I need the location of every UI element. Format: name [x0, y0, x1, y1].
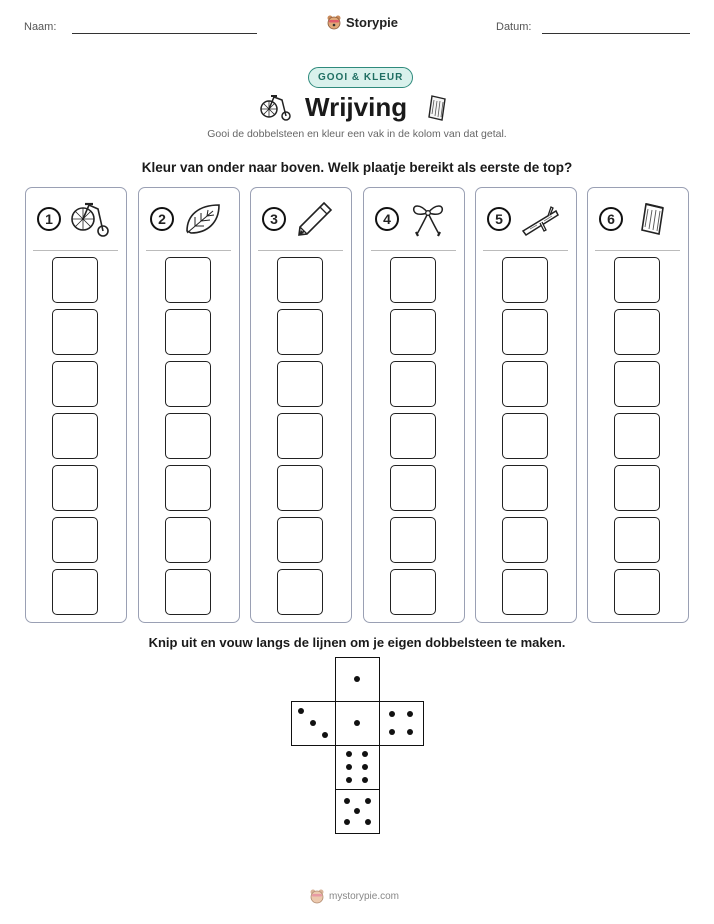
dice-column-6 — [587, 187, 689, 623]
dice-pip — [407, 729, 413, 735]
column-divider — [146, 250, 231, 251]
bicycle-icon — [70, 201, 110, 242]
dice-pip — [354, 676, 360, 682]
stick-icon — [520, 201, 560, 242]
date-label: Datum: — [496, 21, 532, 33]
activity-badge: GOOI & KLEUR — [308, 67, 413, 88]
color-box[interactable] — [165, 257, 211, 303]
color-box[interactable] — [52, 413, 98, 459]
color-box[interactable] — [277, 517, 323, 563]
color-box[interactable] — [390, 465, 436, 511]
color-box[interactable] — [614, 257, 660, 303]
dice-column-5 — [475, 187, 577, 623]
color-box[interactable] — [165, 413, 211, 459]
color-box[interactable] — [614, 517, 660, 563]
dice-face-3 — [291, 701, 336, 746]
color-box[interactable] — [390, 257, 436, 303]
column-divider — [595, 250, 680, 251]
dice-pip — [389, 729, 395, 735]
color-box[interactable] — [502, 465, 548, 511]
dice-column-3 — [250, 187, 352, 623]
brand-logo — [326, 14, 398, 30]
dice-face-1 — [335, 657, 380, 702]
dice-face-4 — [379, 701, 424, 746]
name-line[interactable] — [72, 33, 257, 34]
color-box[interactable] — [502, 517, 548, 563]
dice-pip — [389, 711, 395, 717]
shoelace-bow-icon — [408, 201, 448, 242]
column-number: 2 — [150, 207, 174, 231]
color-box[interactable] — [277, 465, 323, 511]
color-box[interactable] — [165, 517, 211, 563]
color-box[interactable] — [277, 569, 323, 615]
color-box[interactable] — [390, 361, 436, 407]
color-box[interactable] — [390, 517, 436, 563]
dice-pip — [407, 711, 413, 717]
color-box[interactable] — [52, 569, 98, 615]
leaf-icon — [183, 201, 223, 242]
dice-column-1 — [25, 187, 127, 623]
color-box[interactable] — [165, 361, 211, 407]
dice-pip — [322, 732, 328, 738]
title-bicycle-icon — [260, 92, 292, 127]
color-box[interactable] — [52, 309, 98, 355]
subtitle: Gooi de dobbelsteen en kleur een vak in de kolom van dat getal. — [207, 128, 507, 140]
date-line[interactable] — [542, 33, 690, 34]
dice-column-2 — [138, 187, 240, 623]
dice-pip — [362, 777, 368, 783]
color-box[interactable] — [502, 309, 548, 355]
color-box[interactable] — [614, 361, 660, 407]
dice-face-6 — [335, 745, 380, 790]
color-box[interactable] — [390, 309, 436, 355]
dice-pip — [346, 777, 352, 783]
color-box[interactable] — [277, 309, 323, 355]
dice-pip — [362, 751, 368, 757]
color-box[interactable] — [52, 257, 98, 303]
dice-pip — [346, 764, 352, 770]
color-box[interactable] — [614, 465, 660, 511]
color-box[interactable] — [502, 361, 548, 407]
color-box[interactable] — [52, 361, 98, 407]
color-box[interactable] — [52, 517, 98, 563]
dice-pip — [365, 819, 371, 825]
column-number: 5 — [487, 207, 511, 231]
color-box[interactable] — [277, 413, 323, 459]
name-label: Naam: — [24, 21, 57, 33]
bear-mascot-icon — [326, 14, 342, 30]
dice-pip — [344, 819, 350, 825]
instruction-text: Kleur van onder naar boven. Welk plaatje bereikt als eerste de top? — [141, 160, 573, 175]
color-box[interactable] — [277, 257, 323, 303]
color-box[interactable] — [390, 569, 436, 615]
footer-url[interactable]: mystorypie.com — [329, 890, 400, 902]
color-box[interactable] — [165, 465, 211, 511]
color-box[interactable] — [502, 257, 548, 303]
dice-pip — [362, 764, 368, 770]
column-divider — [371, 250, 456, 251]
color-box[interactable] — [52, 465, 98, 511]
column-number: 3 — [262, 207, 286, 231]
dice-pip — [346, 751, 352, 757]
color-box[interactable] — [614, 309, 660, 355]
color-box[interactable] — [277, 361, 323, 407]
title-wood-log-icon — [425, 93, 449, 128]
page-title: Wrijving — [305, 92, 408, 122]
column-divider — [483, 250, 568, 251]
pencil-icon — [295, 201, 335, 242]
color-box[interactable] — [165, 569, 211, 615]
column-divider — [258, 250, 343, 251]
color-box[interactable] — [390, 413, 436, 459]
color-box[interactable] — [614, 569, 660, 615]
dice-pip — [344, 798, 350, 804]
dice-pip — [298, 708, 304, 714]
wood-log-icon — [632, 201, 672, 242]
dice-pip — [365, 798, 371, 804]
column-divider — [33, 250, 118, 251]
dice-face-1 — [335, 701, 380, 746]
footer — [309, 888, 399, 904]
dice-pip — [354, 720, 360, 726]
dice-instruction: Knip uit en vouw langs de lijnen om je eigen dobbelsteen te maken. — [148, 635, 566, 650]
column-number: 4 — [375, 207, 399, 231]
column-number: 6 — [599, 207, 623, 231]
brand-name: Storypie — [346, 14, 399, 30]
column-number: 1 — [37, 207, 61, 231]
color-box[interactable] — [614, 413, 660, 459]
dice-pip — [354, 808, 360, 814]
dice-pip — [310, 720, 316, 726]
color-box[interactable] — [502, 569, 548, 615]
color-box[interactable] — [165, 309, 211, 355]
bear-mascot-icon — [309, 888, 325, 904]
dice-column-4 — [363, 187, 465, 623]
color-box[interactable] — [502, 413, 548, 459]
dice-face-5 — [335, 789, 380, 834]
